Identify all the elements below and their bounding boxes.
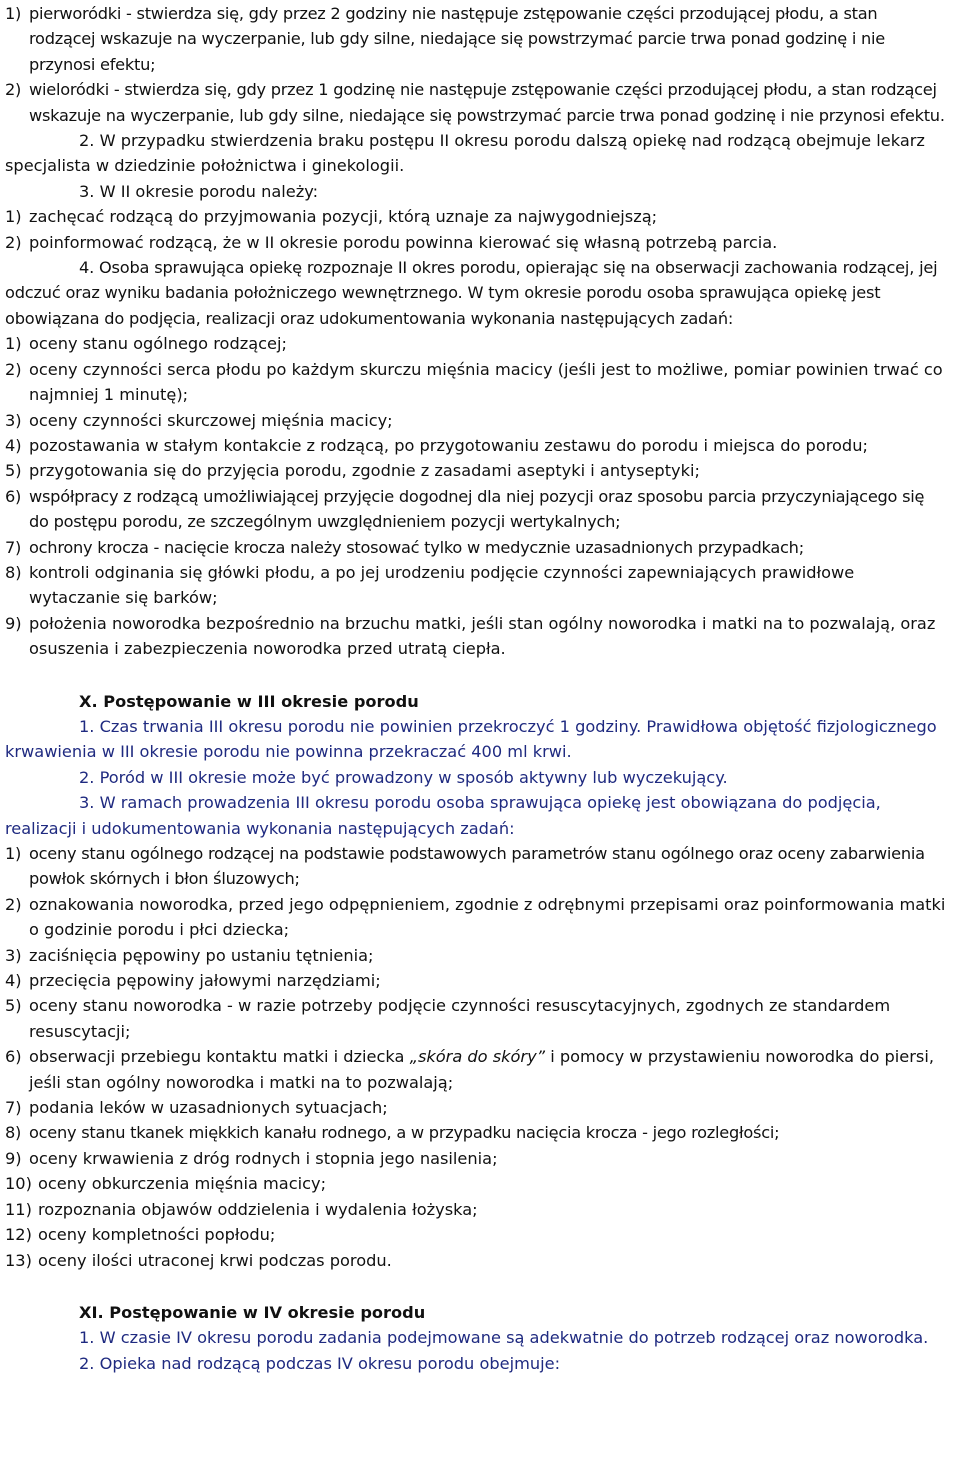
- section-x-paragraph-2: 2. Poród w III okresie może być prowadzony w sposób aktywny lub wyczekujący.: [79, 767, 728, 787]
- list-item: [5, 1146, 948, 1171]
- item-text: obserwacji przebiegu kontaktu matki i dziecka: [29, 1047, 410, 1067]
- item-text: oceny stanu noworodka - w razie potrzeby podjęcie czynności resuscytacyjnych, zgodnych ze standardem resuscytacji;: [29, 996, 891, 1041]
- item-number: 2): [5, 232, 22, 252]
- list-item: [5, 1222, 948, 1247]
- item-text: oceny stanu ogólnego rodzącej na podstawie podstawowych parametrów stanu ogólnego oraz oceny zabarwienia powłok skórnych i błon śluzowych;: [29, 844, 925, 889]
- item-text: oceny krwawienia z dróg rodnych i stopnia jego nasilenia;: [29, 1148, 498, 1168]
- item-text: zachęcać rodzącą do przyjmowania pozycji, którą uznaje za najwygodniejszą;: [29, 207, 658, 227]
- item-number: 6): [5, 1047, 22, 1067]
- item-text: podania leków w uzasadnionych sytuacjach;: [29, 1098, 388, 1118]
- item-number: 7): [5, 537, 22, 557]
- list-item: [5, 1095, 948, 1120]
- item-number: 12): [5, 1225, 32, 1245]
- list-item: [5, 993, 948, 1044]
- item-number: 4): [5, 971, 22, 991]
- item-number: 3): [5, 945, 22, 965]
- list-item: [5, 892, 948, 943]
- item-number: 5): [5, 461, 22, 481]
- item-number: 5): [5, 996, 22, 1016]
- list-item-primipara: [5, 1, 948, 77]
- item-text: współpracy z rodzącą umożliwiającej przyjęcie dogodnej dla niej pozycji oraz sposobu parcia przyczyniającego się do postępu porodu, ze szczególnym uwzględnieniem pozycji wertykalnych;: [29, 486, 925, 532]
- item-number: 11): [5, 1199, 32, 1219]
- item-number: 9): [5, 1148, 22, 1168]
- list-item: [5, 560, 948, 611]
- section-heading-xi: XI. Postępowanie w IV okresie porodu: [79, 1302, 426, 1322]
- item-number: 13): [5, 1250, 32, 1270]
- item-text: oceny obkurczenia mięśnia macicy;: [38, 1174, 327, 1194]
- item-text: oceny stanu tkanek miękkich kanału rodnego, a w przypadku nacięcia krocza - jego rozległości;: [29, 1123, 780, 1143]
- list-item: [5, 357, 948, 408]
- item-number: 1): [5, 4, 22, 23]
- item-number: 1): [5, 207, 22, 227]
- item-text: oceny stanu ogólnego rodzącej;: [29, 334, 287, 354]
- list-item: [5, 943, 948, 968]
- item-text: przygotowania się do przyjęcia porodu, zgodnie z zasadami aseptyki i antyseptyki;: [29, 461, 700, 481]
- list-item: [5, 1197, 948, 1222]
- list-item: [5, 611, 948, 662]
- item-number: 9): [5, 613, 22, 633]
- list-item: [5, 1248, 948, 1273]
- item-number: 1): [5, 844, 22, 863]
- item-text: przecięcia pępowiny jałowymi narzędziami;: [29, 971, 381, 991]
- list-item: [5, 484, 948, 535]
- item-text: kontroli odginania się główki płodu, a po jej urodzeniu podjęcie czynności zapewniających prawidłowe wytaczanie się barków;: [29, 562, 855, 608]
- item-text: położenia noworodka bezpośrednio na brzuchu matki, jeśli stan ogólny noworodka i matki na to pozwalają, oraz osuszenia i zabezpieczenia noworodka przed utratą ciepła.: [29, 613, 936, 659]
- section-x-paragraph-1: 1. Czas trwania III okresu porodu nie powinien przekroczyć 1 godziny. Prawidłowa objętość fizjologicznego krwawienia w III okresie porodu nie powinna przekraczać 400 ml krwi.: [5, 716, 937, 762]
- list-item: [5, 408, 948, 433]
- list-item: [5, 204, 948, 229]
- item-text: oceny czynności serca płodu po każdym skurczu mięśnia macicy (jeśli jest to możliwe, pomiar powinien trwać co najmniej 1 minutę);: [29, 359, 943, 405]
- item-text: oceny kompletności popłodu;: [38, 1225, 276, 1245]
- paragraph-4: 4. Osoba sprawująca opiekę rozpoznaje II okres porodu, opierając się na obserwacji zachowania rodzącej, jej odczuć oraz wyniku badania położniczego wewnętrznego. W tym okresie porodu osoba sprawująca opiekę jest obowiązana do podjęcia, realizacji oraz udokumentowania wykonania następujących zadań:: [5, 258, 938, 328]
- list-item: [5, 968, 948, 993]
- section-xi-paragraph-1: 1. W czasie IV okresu porodu zadania podejmowane są adekwatnie do potrzeb rodzącej oraz noworodka.: [79, 1328, 929, 1348]
- item-number: 4): [5, 435, 22, 455]
- item-text: rozpoznania objawów oddzielenia i wydalenia łożyska;: [38, 1199, 478, 1219]
- section-gap: [5, 1273, 948, 1300]
- item-text: oznakowania noworodka, przed jego odpępnieniem, zgodnie z odrębnymi przepisami oraz poinformowania matki o godzinie porodu i płci dziecka;: [29, 894, 946, 940]
- section-heading-x: X. Postępowanie w III okresie porodu: [79, 691, 419, 711]
- section-xi-paragraph-2: 2. Opieka nad rodzącą podczas IV okresu porodu obejmuje:: [79, 1353, 561, 1373]
- item-number: 1): [5, 334, 22, 354]
- item-text: pozostawania w stałym kontakcie z rodzącą, po przygotowaniu zestawu do porodu i miejsca do porodu;: [29, 435, 868, 455]
- item-number: 7): [5, 1098, 22, 1118]
- item-text: oceny ilości utraconej krwi podczas porodu.: [38, 1250, 392, 1270]
- item-number: 6): [5, 486, 22, 506]
- item-text: poinformować rodzącą, że w II okresie porodu powinna kierować się własną potrzebą parcia.: [29, 232, 778, 252]
- list-item: [5, 458, 948, 483]
- item-text: ochrony krocza - nacięcie krocza należy stosować tylko w medycznie uzasadnionych przypadkach;: [29, 537, 804, 557]
- list-item: [5, 841, 948, 892]
- list-item: [5, 1120, 948, 1145]
- item-number: 3): [5, 410, 22, 430]
- item-text: wieloródki - stwierdza się, gdy przez 1 godzinę nie następuje zstępowanie części przodującej płodu, a stan rodzącej wskazuje na wyczerpanie, lub gdy silne, niedające się powstrzymać parcie trwa ponad godzinę i nie przynosi efektu.: [29, 80, 945, 125]
- list-item: [5, 433, 948, 458]
- item-number: 8): [5, 1123, 22, 1143]
- item-text: oceny czynności skurczowej mięśnia macicy;: [29, 410, 393, 430]
- section-x-paragraph-3: 3. W ramach prowadzenia III okresu porodu osoba sprawująca opiekę jest obowiązana do podjęcia, realizacji i udokumentowania wykonania następujących zadań:: [5, 793, 881, 838]
- section-gap: [5, 662, 948, 689]
- item-number: 8): [5, 562, 22, 582]
- paragraph-2: 2. W przypadku stwierdzenia braku postępu II okresu porodu dalszą opiekę nad rodzącą obejmuje lekarz specjalista w dziedzinie położnictwa i ginekologii.: [5, 131, 925, 176]
- item-number: 2): [5, 80, 22, 100]
- item-number: 2): [5, 894, 22, 914]
- list-item: [5, 1171, 948, 1196]
- item-number: 10): [5, 1174, 32, 1194]
- list-item: [5, 535, 948, 560]
- list-item: [5, 1044, 948, 1095]
- paragraph-3: 3. W II okresie porodu należy:: [79, 181, 319, 201]
- list-item: [5, 331, 948, 356]
- item-text-italic: „skóra do skóry”: [409, 1047, 546, 1067]
- list-item: [5, 230, 948, 255]
- item-text: zaciśnięcia pępowiny po ustaniu tętnienia;: [29, 945, 374, 965]
- list-item-multipara: [5, 77, 948, 128]
- item-text: pierworódki - stwierdza się, gdy przez 2 godziny nie następuje zstępowanie części przodującej płodu, a stan rodzącej wskazuje na wyczerpanie, lub gdy silne, niedające się powstrzymać parcie trwa ponad godzinę i nie przynosi efektu;: [29, 4, 885, 74]
- item-text: i pomocy w przystawieniu noworodka do piersi, jeśli stan ogólny noworodka i matki na to pozwalają;: [29, 1047, 934, 1092]
- item-number: 2): [5, 359, 22, 379]
